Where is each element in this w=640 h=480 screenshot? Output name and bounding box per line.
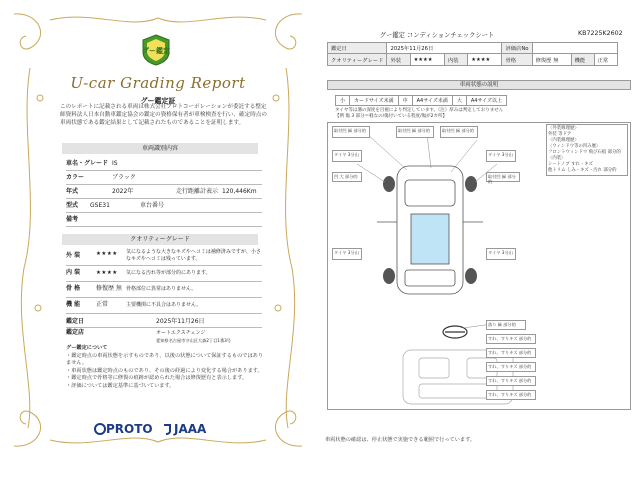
certificate-intro: このレポートに記載される車両は株式会社プロトコーポレーションが委託する整定師資料法人日本自動車鑑定協会の鑑定の資格保有者が車検検査を行い、確定時点の車両状態である鑑定結果として記載されたものであることを証明します。 xyxy=(60,104,267,127)
info-label: 鑑定日 xyxy=(328,43,387,54)
spec-note: 〈外装修理歴〉 xyxy=(548,126,579,131)
vehicle-value: 2022年 xyxy=(112,188,134,195)
quality-note: 気になる汚れ等が部分的にあります。 xyxy=(126,270,211,276)
info-label: 骨格 xyxy=(502,54,532,66)
sheet-title: グー鑑定 コンディションチェックシート xyxy=(379,32,495,39)
vehicle-value: GSE31 xyxy=(90,202,110,209)
info-label: クオリティーグレード xyxy=(328,54,387,66)
damage-label: 落り 緑 部分的 xyxy=(486,320,526,330)
proto-logo-icon xyxy=(94,423,106,435)
vehicle-label: 型式 xyxy=(66,202,79,209)
vehicle-row xyxy=(66,213,262,227)
spec-note: シートノブ すれ・キズ xyxy=(548,162,593,167)
size-desc: A4サイズ未満 xyxy=(412,96,452,106)
vehicle-row xyxy=(66,157,262,171)
legend-line-2: 【例 傷 3 部分＝軽なの/傷付いている程度/傷が2カ所】 xyxy=(335,114,448,119)
info-value: 修復歴 無 xyxy=(532,54,571,66)
size-key: 小 xyxy=(336,96,350,106)
quality-stars: 修復歴 無 xyxy=(96,285,122,292)
note-item: ・評価については鑑定基準に基づいています。 xyxy=(66,382,175,389)
tire-label: タイヤ 3分山 xyxy=(486,150,516,162)
sheet-info-table xyxy=(327,42,618,66)
quality-section-header: クオリティーグレード xyxy=(62,234,258,245)
notes-title: グー鑑定について xyxy=(66,345,108,351)
address-row xyxy=(66,336,262,345)
vehicle-value: 120,446Km xyxy=(222,188,257,195)
spec-note: 〈ウィンドウ等の凹み歴〉 xyxy=(548,144,601,149)
info-value: ★★★★ xyxy=(410,54,444,65)
quality-label: 機 能 xyxy=(66,301,81,308)
certificate-title: U-car Grading Report xyxy=(70,74,246,92)
jaaa-logo-icon xyxy=(162,423,172,435)
info-label: 内装 xyxy=(444,54,467,65)
quality-stars: 正常 xyxy=(96,301,109,308)
spec-note: 〈内装〉 xyxy=(548,156,566,161)
info-value: 正常 xyxy=(594,54,617,66)
tire-label: タイヤ 3分山 xyxy=(486,248,516,260)
date-row xyxy=(66,316,262,328)
tire-label: タイヤ 3分山 xyxy=(332,150,362,162)
scratch-label: すれ、すりキズ 部分的 xyxy=(486,334,536,344)
spec-note: 〈内装修理歴〉 xyxy=(548,138,579,143)
damage-label: 取付凹 緑 部分的 xyxy=(332,126,370,138)
date-value: 2025年11月26日 xyxy=(156,318,205,325)
vehicle-value: ブラック xyxy=(112,174,136,181)
damage-label: 凹 大 部分的 xyxy=(332,172,362,182)
info-label: 評価店No xyxy=(502,43,532,54)
quality-note: 骨格部位に異常はありません。 xyxy=(126,286,197,292)
size-key: 大 xyxy=(452,96,466,106)
quality-subtable xyxy=(387,54,501,65)
vehicle-label: カラー xyxy=(66,174,85,181)
note-item: ・鑑定時点で骨格等に修復の痕跡が認められた場合は修復歴有と表示します。 xyxy=(66,375,248,381)
quality-row xyxy=(66,282,262,298)
footer-logos xyxy=(100,420,250,438)
scratch-label: すれ、すりキズ 部分的 xyxy=(486,362,536,372)
damage-label: 取付凹 緑 部分的 xyxy=(396,126,434,138)
vehicle-label: 車台番号 xyxy=(140,202,165,209)
vehicle-label: 車名・グレード xyxy=(66,160,109,167)
info-group xyxy=(387,54,502,66)
goo-badge-icon xyxy=(141,34,171,66)
info-label: 外装 xyxy=(387,54,410,65)
vehicle-section-header: 車両識別内容 xyxy=(62,143,258,154)
legend-line-1: タイヤ等は溝の深度を目視により判定しています。（注）厚みは判定しておりません xyxy=(335,108,504,113)
size-desc: A4サイズ以上 xyxy=(466,96,506,106)
quality-row xyxy=(66,298,262,314)
vehicle-row xyxy=(66,185,262,199)
quality-stars: ★★★★ xyxy=(96,251,118,257)
date-label: 鑑定日 xyxy=(66,318,85,325)
vehicle-label: 年式 xyxy=(66,188,79,195)
note-item: ・鑑定時点の車両状態を示すものであり、以後の状態について保証するものではありません。 xyxy=(66,352,264,366)
vehicle-value: IS xyxy=(112,160,118,167)
info-label: 機能 xyxy=(571,54,594,66)
quality-note: 主要機関に不具合はありません。 xyxy=(126,302,202,308)
spec-note: 他トリム しみ・キズ・汚れ 部分的 xyxy=(548,168,617,173)
vehicle-row xyxy=(66,171,262,185)
info-value: 2025年11月26日 xyxy=(387,43,502,54)
sheet-footer-note: 車両状態の確認は、停止状態で実施できる範囲で行っています。 xyxy=(325,437,476,443)
quality-stars: ★★★★ xyxy=(96,270,118,276)
scratch-label: すれ、すりキズ 部分的 xyxy=(486,376,536,386)
store-value: オートエクスチェンジ xyxy=(156,330,206,336)
quality-label: 外 装 xyxy=(66,252,81,259)
tire-label: タイヤ 3分山 xyxy=(332,248,362,260)
quality-label: 骨 格 xyxy=(66,285,81,292)
damage-label: 取付凹 緑 部分的 xyxy=(486,172,520,182)
sheet-id: KB7225K2602 xyxy=(578,30,623,37)
note-item: ・車両状態は鑑定時点のものであり、その後の経過により変化する場合があります。 xyxy=(66,367,263,374)
info-value xyxy=(532,43,617,54)
size-desc: カードサイズ未満 xyxy=(350,96,399,106)
scratch-label: すれ、すりキズ 部分的 xyxy=(486,390,536,400)
proto-logo: PROTO xyxy=(106,422,153,436)
store-label: 鑑定店 xyxy=(66,329,85,336)
certificate-subtitle: グー鑑定証 xyxy=(140,97,176,105)
quality-note: 気になるような大きなキズやヘコミは補修済みですが、小さなキズやヘコミは残っています。 xyxy=(126,249,261,262)
info-value: ★★★★ xyxy=(471,56,491,63)
spec-notes-box xyxy=(546,124,628,176)
spec-note: 外装 等ドア xyxy=(548,132,572,137)
jaaa-logo: JAAA xyxy=(174,422,207,436)
damage-label: 取付凹 緑 部分的 xyxy=(440,126,478,138)
size-key: 中 xyxy=(398,96,412,106)
badge-label: グー鑑定 xyxy=(142,47,170,55)
quality-row xyxy=(66,248,262,266)
spec-note: フロントウィンドウ 飛び石痕 部分的 xyxy=(548,150,621,155)
scratch-label: すれ、すりキズ 部分的 xyxy=(486,348,536,358)
state-section-header: 車両状態の説明 xyxy=(327,80,631,90)
store-address: 愛知県名古屋市守山区大森2丁目1番3号 xyxy=(156,338,231,343)
vehicle-label: 備考 xyxy=(66,216,79,223)
certificate-notes xyxy=(66,345,266,390)
vehicle-row xyxy=(66,199,262,213)
size-legend-table xyxy=(335,95,507,106)
legend-notes xyxy=(335,108,503,120)
quality-label: 内 装 xyxy=(66,269,81,276)
vehicle-label: 走行距離計表示 xyxy=(176,188,219,195)
quality-row xyxy=(66,266,262,282)
